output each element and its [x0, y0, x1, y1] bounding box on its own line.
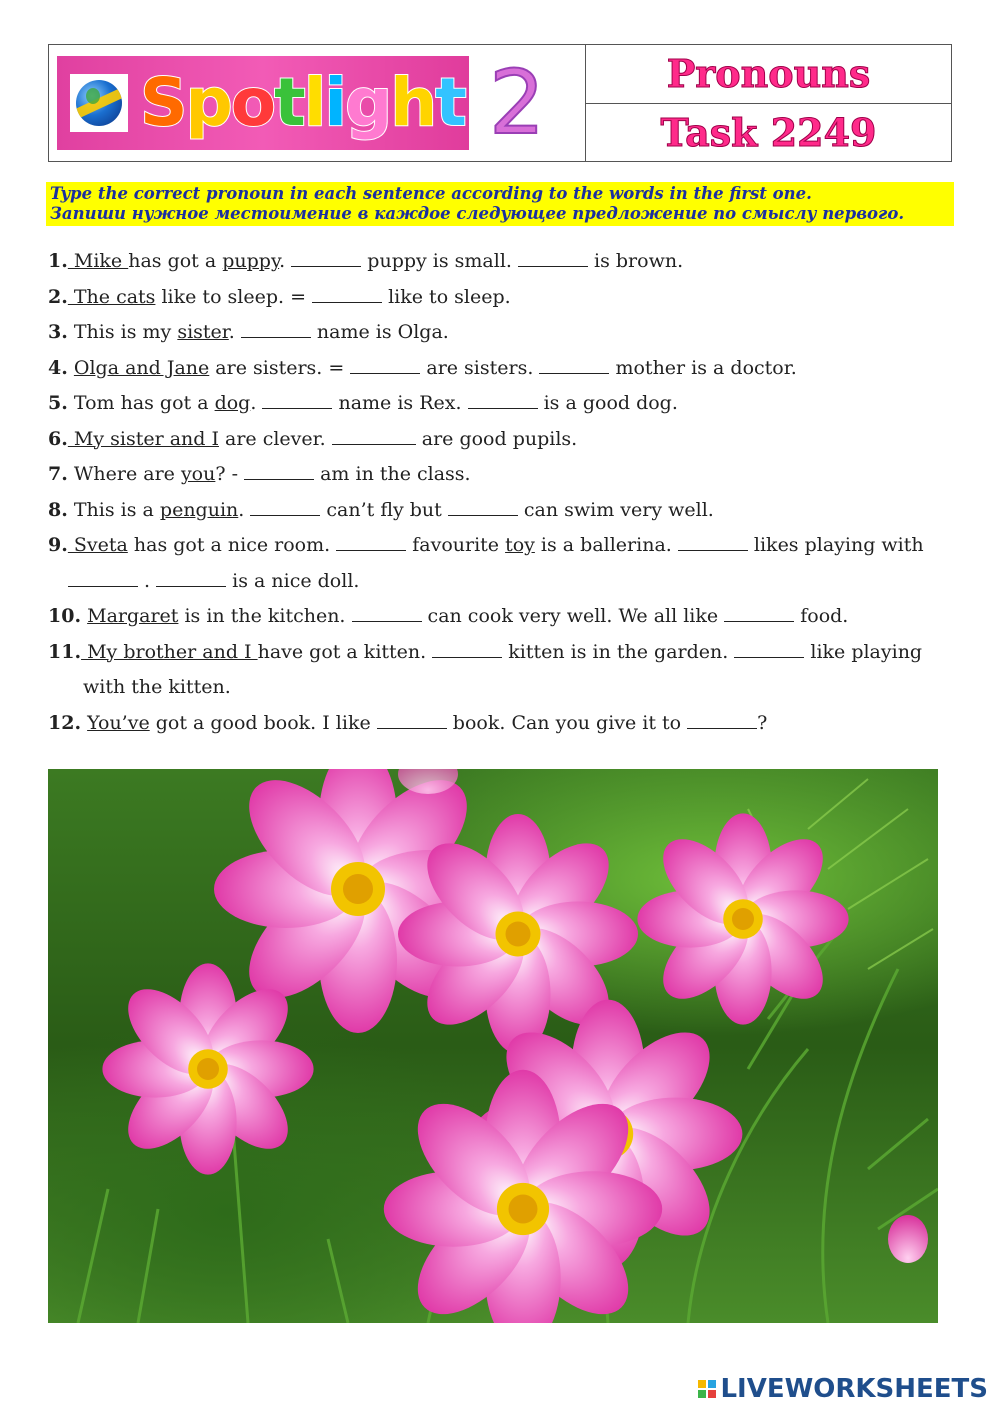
answer-blank[interactable] — [468, 390, 538, 409]
exercise-number: 10. — [48, 605, 82, 627]
sentence-text: . — [138, 569, 157, 592]
key-word: You’ve — [87, 711, 150, 734]
sentence-text: name is Olga. — [310, 321, 449, 343]
exercise-8 — [48, 493, 958, 529]
key-word: sister — [177, 321, 229, 343]
answer-blank[interactable] — [724, 603, 794, 622]
header-title-cell — [586, 45, 951, 161]
level-number: 2 — [489, 51, 545, 154]
logo-letter: S — [140, 64, 186, 141]
exercise-6 — [48, 422, 958, 458]
topic-title: Pronouns — [666, 51, 871, 97]
sentence-text: food. — [794, 605, 849, 627]
answer-blank[interactable] — [312, 284, 382, 303]
exercise-1 — [48, 244, 958, 280]
instruction-russian: Запиши нужное местоимение в каждое следующее предложение по смыслу первого. — [50, 204, 905, 223]
answer-blank[interactable] — [350, 355, 420, 374]
sentence-text: This is a — [67, 498, 160, 521]
exercise-number: 2. — [48, 285, 68, 308]
instructions-box — [46, 182, 954, 226]
exercise-9-continued — [48, 564, 958, 600]
answer-blank[interactable] — [539, 355, 609, 374]
sentence-text: name is Rex. — [332, 392, 468, 414]
sentence-text: is a ballerina. — [534, 534, 678, 556]
answer-blank[interactable] — [352, 603, 422, 622]
sentence-text: is brown. — [587, 250, 684, 272]
exercise-3 — [48, 315, 958, 351]
exercise-number: 7. — [48, 463, 68, 485]
header-logo-cell — [49, 45, 586, 161]
key-word: The cats — [67, 285, 156, 308]
answer-blank[interactable] — [377, 710, 447, 729]
sentence-text: can swim very well. — [517, 498, 714, 521]
key-word: puppy — [222, 250, 280, 272]
key-word: toy — [505, 534, 535, 556]
key-word: Olga and Jane — [73, 356, 210, 379]
exercise-number: 4. — [48, 356, 68, 379]
sentence-text: . — [279, 250, 292, 272]
sentence-text: kitten is in the garden. — [502, 640, 735, 663]
sentence-text: ? - — [215, 463, 245, 485]
exercise-11 — [48, 635, 958, 671]
sentence-text: . — [228, 321, 241, 343]
spotlight-wordmark — [140, 64, 465, 141]
key-word: penguin — [159, 498, 239, 521]
liveworksheets-icon — [698, 1380, 716, 1398]
answer-blank[interactable] — [332, 426, 416, 445]
logo-letter: i — [324, 64, 345, 141]
exercise-7 — [48, 457, 958, 493]
sentence-text: like playing — [804, 640, 923, 663]
exercise-number: 5. — [48, 392, 68, 414]
key-word: Sveta — [67, 534, 128, 556]
sentence-text: Tom has got a — [67, 392, 215, 414]
logo-letter: o — [230, 64, 275, 141]
key-word: My sister and I — [67, 427, 219, 450]
key-word: you — [180, 463, 216, 485]
sentence-text: has got a nice room. — [127, 534, 337, 556]
sentence-text: can cook very well. We all like — [421, 605, 725, 627]
sentence-text: is in the kitchen. — [178, 605, 352, 627]
exercise-9 — [48, 528, 958, 564]
key-word: Margaret — [87, 605, 179, 627]
sentence-text: . — [250, 392, 263, 414]
sentence-text: can’t fly but — [320, 498, 448, 521]
sentence-text: got a good book. I like — [149, 711, 377, 734]
exercise-list — [48, 244, 958, 741]
exercise-11-continued — [48, 670, 958, 706]
logo-letter: p — [185, 64, 231, 141]
sentence-text: are good pupils. — [415, 427, 578, 450]
answer-blank[interactable] — [241, 319, 311, 338]
answer-blank[interactable] — [678, 532, 748, 551]
answer-blank[interactable] — [244, 461, 314, 480]
key-word: My brother and I — [81, 640, 258, 663]
sentence-text: ? — [757, 711, 768, 734]
exercise-number: 12. — [48, 711, 82, 734]
answer-blank[interactable] — [262, 390, 332, 409]
exercise-number: 1. — [48, 250, 68, 272]
exercise-number: 6. — [48, 427, 68, 450]
cosmos-flowers-photo — [48, 769, 938, 1323]
answer-blank[interactable] — [336, 532, 406, 551]
sentence-text: Where are — [67, 463, 181, 485]
sentence-text: have got a kitten. — [257, 640, 433, 663]
answer-blank[interactable] — [291, 248, 361, 267]
instruction-english: Type the correct pronoun in each sentence according to the words in the first one. — [50, 184, 812, 203]
sentence-text: like to sleep. = — [155, 285, 313, 308]
liveworksheets-brand: LIVEWORKSHEETS — [720, 1374, 988, 1404]
sentence-text: book. Can you give it to — [446, 711, 688, 734]
exercise-5 — [48, 386, 958, 422]
sentence-text: mother is a doctor. — [609, 356, 797, 379]
sentence-text: puppy is small. — [361, 250, 518, 272]
sentence-text: am in the class. — [314, 463, 471, 485]
logo-letter: t — [274, 64, 304, 141]
flowers-illustration — [48, 769, 938, 1323]
sentence-text: likes playing with — [747, 534, 924, 556]
sentence-text: are clever. — [218, 427, 332, 450]
exercise-number: 9. — [48, 534, 68, 556]
liveworksheets-logo[interactable] — [698, 1374, 988, 1404]
exercise-10 — [48, 599, 958, 635]
sentence-text: has got a — [128, 250, 223, 272]
worksheet-header — [48, 44, 952, 162]
globe-icon — [70, 74, 128, 132]
sentence-text: with the kitten. — [83, 676, 231, 698]
exercise-number: 8. — [48, 498, 68, 521]
answer-blank[interactable] — [734, 639, 804, 658]
exercise-12 — [48, 706, 958, 742]
sentence-text: are sisters. — [420, 356, 540, 379]
sentence-text: . — [238, 498, 251, 521]
answer-blank[interactable] — [250, 497, 320, 516]
logo-letter: h — [390, 64, 436, 141]
exercise-4 — [48, 351, 958, 387]
answer-blank[interactable] — [432, 639, 502, 658]
answer-blank[interactable] — [518, 248, 588, 267]
logo-letter: t — [435, 64, 465, 141]
key-word: Mike — [67, 250, 129, 272]
sentence-text: like to sleep. — [382, 285, 511, 308]
answer-blank[interactable] — [68, 568, 138, 587]
logo-letter: g — [344, 64, 391, 141]
logo-letter: l — [303, 64, 325, 141]
answer-blank[interactable] — [687, 710, 757, 729]
sentence-text: This is my — [67, 321, 178, 343]
sentence-text: are sisters. = — [209, 356, 351, 379]
sentence-text: is a good dog. — [537, 392, 678, 414]
spotlight-logo — [57, 56, 469, 150]
sentence-text: is a nice doll. — [226, 569, 360, 592]
exercise-2 — [48, 280, 958, 316]
answer-blank[interactable] — [156, 568, 226, 587]
key-word: dog — [214, 392, 251, 414]
task-number: Task 2249 — [586, 103, 951, 162]
answer-blank[interactable] — [448, 497, 518, 516]
sentence-text: favourite — [406, 534, 506, 556]
exercise-number: 3. — [48, 321, 68, 343]
exercise-number: 11. — [48, 640, 82, 663]
